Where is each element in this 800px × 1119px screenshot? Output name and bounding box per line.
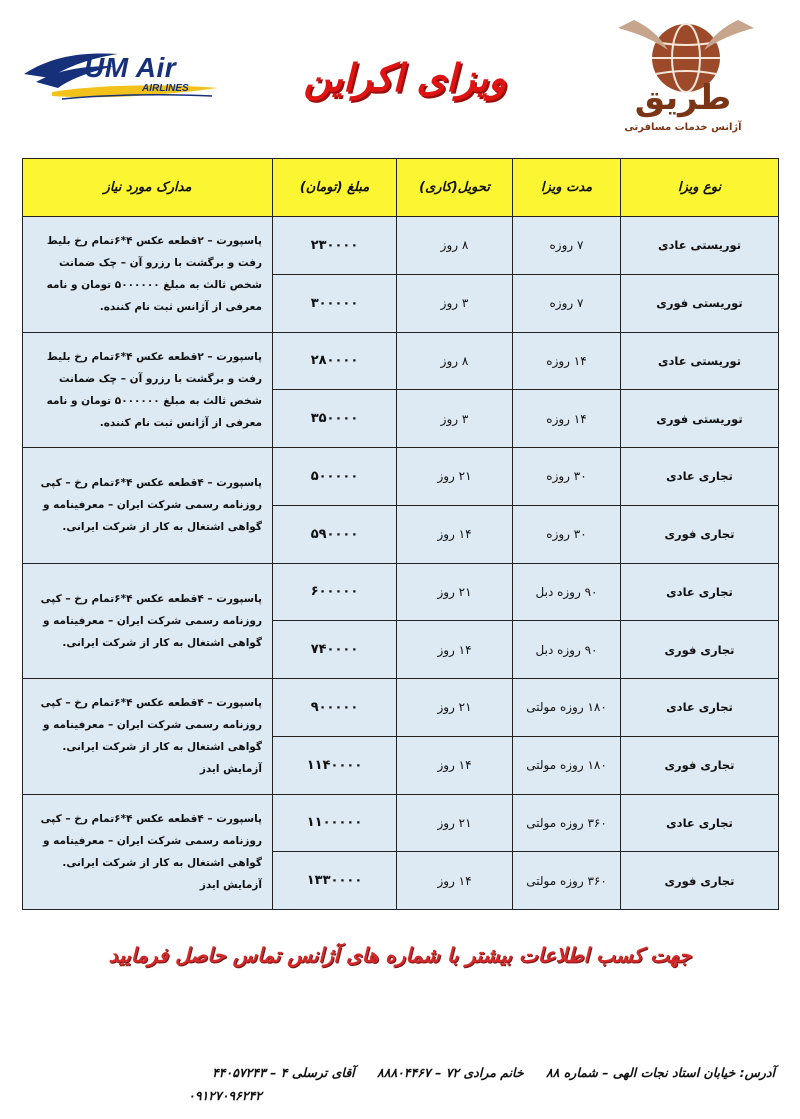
delivery-cell: ۲۱ روز <box>397 448 513 506</box>
contact-call-to-action: جهت کسب اطلاعات بیشتر با شماره های آژانس تماس حاصل فرمایید <box>108 943 692 967</box>
visa-type-cell: تجاری فوری <box>621 852 779 910</box>
delivery-cell: ۸ روز <box>397 217 513 275</box>
table-row <box>23 563 779 621</box>
price-cell: ۱۱۰۰۰۰۰ <box>273 794 397 852</box>
delivery-cell: ۲۱ روز <box>397 679 513 737</box>
documents-cell: پاسپورت – ۲قطعه عکس ۴*۶تمام رخ بلیط رفت و برگشت با رزرو آن – چک ضمانت شخص ثالث به مبلغ ۵۰۰۰۰۰۰ تومان و نامه معرفی از آژانس ثبت نام کننده. <box>23 217 273 333</box>
footer-address-line <box>30 1062 775 1084</box>
visa-type-cell: تجاری عادی <box>621 679 779 737</box>
duration-cell: ۱۸۰ روزه مولتی <box>513 736 621 794</box>
duration-cell: ۹۰ روزه دبل <box>513 621 621 679</box>
column-header-delivery: تحویل(کاری) <box>397 159 513 217</box>
duration-cell: ۳۶۰ روزه مولتی <box>513 852 621 910</box>
um-air-logo <box>22 44 222 104</box>
airline-subtitle: AIRLINES <box>142 83 189 94</box>
documents-cell: پاسپورت – ۴قطعه عکس ۴*۶تمام رخ – کپی روزنامه رسمی شرکت ایران – معرفینامه و گواهی اشتغال به کار از شرکت ایرانی. آزمایش ایدز <box>23 794 273 910</box>
tariq-agency-logo <box>598 8 768 148</box>
table-row <box>23 217 779 275</box>
duration-cell: ۱۸۰ روزه مولتی <box>513 679 621 737</box>
table-row <box>23 448 779 506</box>
column-header-price: مبلغ (تومان) <box>273 159 397 217</box>
delivery-cell: ۳ روز <box>397 274 513 332</box>
contact-tarasoli: آقای ترسلی ۴ – ۴۴۰۵۷۲۴۳ <box>212 1065 355 1080</box>
agency-address: آدرس: خیابان استاد نجات الهی – شماره ۸۸ <box>545 1065 775 1080</box>
price-cell: ۱۱۴۰۰۰۰ <box>273 736 397 794</box>
contact-moradi: خانم مرادی ۷۲ – ۸۸۸۰۴۴۶۷ <box>377 1065 524 1080</box>
duration-cell: ۱۴ روزه <box>513 332 621 390</box>
delivery-cell: ۲۱ روز <box>397 563 513 621</box>
visa-type-cell: توریستی فوری <box>621 390 779 448</box>
price-cell: ۷۴۰۰۰۰ <box>273 621 397 679</box>
price-cell: ۶۰۰۰۰۰ <box>273 563 397 621</box>
table-row <box>23 679 779 737</box>
duration-cell: ۳۶۰ روزه مولتی <box>513 794 621 852</box>
duration-cell: ۷ روزه <box>513 274 621 332</box>
visa-price-table <box>22 158 779 910</box>
visa-type-cell: توریستی عادی <box>621 217 779 275</box>
visa-type-cell: تجاری عادی <box>621 794 779 852</box>
documents-cell: پاسپورت – ۴قطعه عکس ۴*۶تمام رخ – کپی روزنامه رسمی شرکت ایران – معرفینامه و گواهی اشتغال به کار از شرکت ایرانی. <box>23 448 273 564</box>
documents-cell: پاسپورت – ۴قطعه عکس ۴*۶تمام رخ – کپی روزنامه رسمی شرکت ایران – معرفینامه و گواهی اشتغال به کار از شرکت ایرانی. <box>23 563 273 679</box>
price-cell: ۵۹۰۰۰۰ <box>273 505 397 563</box>
contact-mobile: ۰۹۱۲۷۰۹۶۲۴۲ <box>188 1088 262 1103</box>
table-row <box>23 794 779 852</box>
delivery-cell: ۱۴ روز <box>397 736 513 794</box>
delivery-cell: ۸ روز <box>397 332 513 390</box>
airline-name: UM Air <box>84 52 177 83</box>
delivery-cell: ۲۱ روز <box>397 794 513 852</box>
price-cell: ۹۰۰۰۰۰ <box>273 679 397 737</box>
table-row <box>23 332 779 390</box>
page-header <box>0 0 800 150</box>
page-title: ویزای اکراین <box>303 56 507 100</box>
duration-cell: ۹۰ روزه دبل <box>513 563 621 621</box>
price-cell: ۵۰۰۰۰۰ <box>273 448 397 506</box>
visa-type-cell: تجاری فوری <box>621 736 779 794</box>
visa-type-cell: توریستی فوری <box>621 274 779 332</box>
price-cell: ۲۸۰۰۰۰ <box>273 332 397 390</box>
price-cell: ۲۳۰۰۰۰ <box>273 217 397 275</box>
visa-type-cell: تجاری فوری <box>621 621 779 679</box>
agency-subtitle: آژانس خدمات مسافرتی <box>624 122 742 133</box>
price-cell: ۱۳۳۰۰۰۰ <box>273 852 397 910</box>
column-header-documents: مدارک مورد نیاز <box>23 159 273 217</box>
delivery-cell: ۱۴ روز <box>397 852 513 910</box>
visa-type-cell: تجاری فوری <box>621 505 779 563</box>
price-cell: ۳۰۰۰۰۰ <box>273 274 397 332</box>
delivery-cell: ۱۴ روز <box>397 621 513 679</box>
visa-type-cell: توریستی عادی <box>621 332 779 390</box>
delivery-cell: ۱۴ روز <box>397 505 513 563</box>
duration-cell: ۱۴ روزه <box>513 390 621 448</box>
visa-type-cell: تجاری عادی <box>621 563 779 621</box>
visa-type-cell: تجاری عادی <box>621 448 779 506</box>
duration-cell: ۷ روزه <box>513 217 621 275</box>
documents-cell: پاسپورت – ۲قطعه عکس ۴*۶تمام رخ بلیط رفت و برگشت با رزرو آن – چک ضمانت شخص ثالث به مبلغ ۵۰۰۰۰۰۰ تومان و نامه معرفی از آژانس ثبت نام کننده. <box>23 332 273 448</box>
price-cell: ۳۵۰۰۰۰ <box>273 390 397 448</box>
duration-cell: ۳۰ روزه <box>513 448 621 506</box>
agency-name: طریق <box>634 78 732 118</box>
documents-cell: پاسپورت – ۴قطعه عکس ۴*۶تمام رخ – کپی روزنامه رسمی شرکت ایران – معرفینامه و گواهی اشتغال به کار از شرکت ایرانی. آزمایش ایدز <box>23 679 273 795</box>
duration-cell: ۳۰ روزه <box>513 505 621 563</box>
table-header-row <box>23 159 779 217</box>
delivery-cell: ۳ روز <box>397 390 513 448</box>
column-header-duration: مدت ویزا <box>513 159 621 217</box>
column-header-visa-type: نوع ویزا <box>621 159 779 217</box>
